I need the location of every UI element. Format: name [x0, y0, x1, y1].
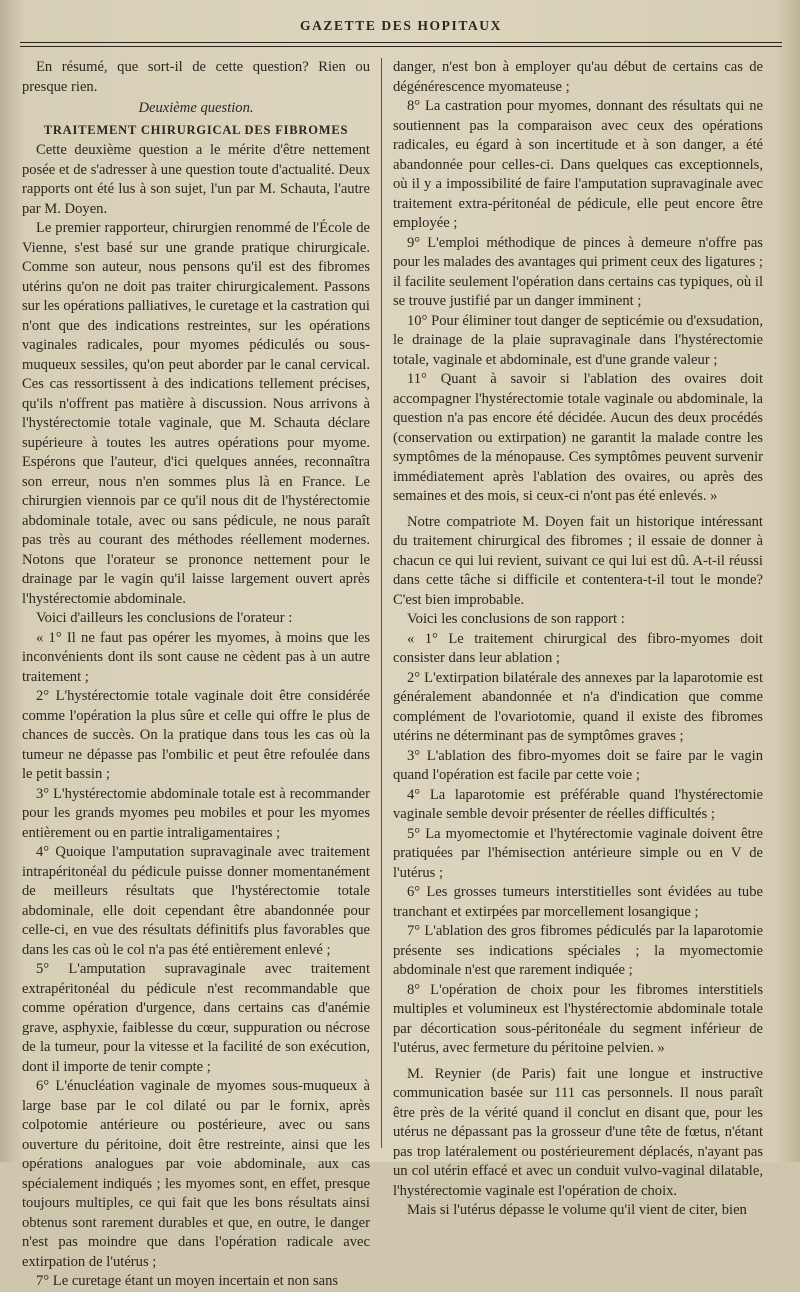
paragraph-continued: danger, n'est bon à employer qu'au début de certains cas de dégénérescence myomateuse ;	[393, 59, 763, 95]
conclusion-item: 2° L'extirpation bilatérale des annexes par la laparotomie est généralement abandonnée et n'a d'indication que comme complément de l'ovariotomie, quand il existe des fibromes utérins ne déterminant pas de symptômes graves ;	[393, 669, 763, 744]
conclusion-item: « 1° Il ne faut pas opérer les myomes, à moins que les inconvénients dont ils sont cause ne cèdent pas à un autre traitement ;	[22, 629, 370, 685]
conclusion-item: 10° Pour éliminer tout danger de septicémie ou d'exsudation, le drainage de la plaie supravaginale dans l'hystérectomie totale, vaginale et abdominale, est d'une grande valeur ;	[393, 312, 763, 368]
conclusion-item: 6° Les grosses tumeurs interstitielles sont évidées au tube tranchant et extirpées par morcellement losangique ;	[393, 884, 763, 920]
header-rule	[20, 42, 782, 43]
conclusion-item: « 1° Le traitement chirurgical des fibro-myomes doit consister dans leur ablation ;	[393, 630, 763, 666]
right-column	[393, 58, 763, 1218]
section-subtitle: Deuxième question.	[138, 100, 254, 116]
conclusion-item: 6° L'énucléation vaginale de myomes sous-muqueux à large base par le col dilaté ou par le fornix, après colpotomie antérieure ou postérieure, avec ou sans ouverture du péritoine, doit être restreinte, ainsi que les opérations analogues par voie abdominale, aux cas spécialement indiqués ; les myomes sont, en effet, presque toujours multiples, ce qui fait que les bons résultats ainsi obtenus sont rarement durables et que, en outre, le danger n'est pas moindre que dans l'opération radicale avec extirpation de l'utérus ;	[22, 1078, 370, 1270]
conclusion-item: 7° L'ablation des gros fibromes pédiculés par la laparotomie présente ses indications spéciales ; la myomectomie abdominale n'est que rarement indiquée ;	[393, 923, 763, 978]
paragraph: Notre compatriote M. Doyen fait un historique intéressant du traitement chirurgical des fibromes ; il essaie de donner à chacun ce qui lui revient, suivant ce qui lui est dû. A-t-il réussi dans cette tâche si difficile et contentera-t-il tout le monde? C'est bien improbable.	[393, 513, 763, 608]
conclusion-item: 4° Quoique l'amputation supravaginale avec traitement intrapéritonéal du pédicule puisse donner momentanément de meilleurs résultats que l'hystérectomie totale abdominale, elle doit cependant être abandonnée pour celle-ci, en vue des résultats définitifs plus favorables que dans les cas où le col n'a pas été entièrement enlevé ;	[22, 844, 370, 958]
conclusion-item: 4° La laparotomie est préférable quand l'hystérectomie vaginale semble devoir présenter de réelles difficultés ;	[393, 786, 763, 822]
paragraph: M. Reynier (de Paris) fait une longue et instructive communication basée sur 111 cas personnels. Il nous paraît être près de la vérité quand il conclut en disant que, pour les utérus ne dépassant pas la grosseur d'une tête de fœtus, n'étant pas trop latéralement ou postérieurement déplacés, n'ayant pas un col utérin effacé et avec un conduit vulvo-vaginal dilatable, l'hystérectomie vaginale est l'opération de choix.	[393, 1065, 763, 1199]
paragraph: Cette deuxième question a le mérite d'être nettement posée et de s'adresser à une question toute d'actualité. Deux rapports ont été lus à son sujet, l'un par M. Schauta, l'autre par M. Doyen.	[22, 142, 370, 217]
conclusion-item: 11° Quant à savoir si l'ablation des ovaires doit accompagner l'hystérectomie totale vaginale ou abdominale, la question n'a pas encore été décidée. Aucun des deux procédés (conservation ou extirpation) ne garantit la malade contre les symptômes de la ménopause. Ces symptômes peuvent survenir immédiatement après l'ablation des ovaires, ou après des semaines et des mois, si ceux-ci n'ont pas été enlevés. »	[393, 371, 763, 504]
paragraph: Le premier rapporteur, chirurgien renommé de l'École de Vienne, s'est basé sur une grande pratique chirurgicale. Comme son auteur, nous pensons qu'il est des fibromes utérins qu'on ne doit pas traiter chirurgicalement. Passons sur les opérations palliatives, le curetage et la castration qui n'ont que des indications restreintes, sur les opérations vaginales radicales, pour myomes pédiculés ou sous-muqueux sessiles, qu'on peut aborder par le canal cervical. Ces cas ressortissent à des indications tellement précises, qu'ils n'offrent pas matière à discussion. Nous arrivons à l'hystérectomie totale vaginale, que M. Schauta déclare supérieure à toutes les autres opérations pour myome. Espérons que l'auteur, d'ici quelques années, reconnaîtra son erreur, nous n'en sommes plus là en France. Le chirurgien viennois par ce qu'il nous dit de l'hystérectomie abdominale totale, avec ou sans pédicule, ne nous paraît pas très au courant des méthodes réellement modernes. Notons que l'orateur se prononce nettement pour le drainage par le vagin qu'il laisse largement ouvert après l'hystérectomie abdominale.	[22, 220, 370, 607]
paragraph: Voici d'ailleurs les conclusions de l'orateur :	[36, 610, 293, 626]
column-separator	[381, 58, 382, 1148]
section-heading: TRAITEMENT CHIRURGICAL DES FIBROMES	[43, 122, 349, 137]
left-column	[22, 58, 370, 1289]
conclusion-item: 2° L'hystérectomie totale vaginale doit être considérée comme l'opération la plus sûre et celle qui offre le plus de chances de succès. On la pratique dans tous les cas où la tumeur ne dépasse pas l'ombilic et peut être refoulée dans le petit bassin ;	[22, 688, 370, 782]
conclusion-item: 3° L'ablation des fibro-myomes doit se faire par le vagin quand l'opération est facile par cette voie ;	[393, 747, 763, 783]
page-title: GAZETTE DES HOPITAUX	[299, 18, 503, 33]
conclusion-item: 8° La castration pour myomes, donnant des résultats qui ne soutiennent pas la comparaison avec ceux des opérations radicales, eu égard à son incertitude et à son danger, a été abandonnée pour celles-ci. Dans quelques cas exceptionnels, où il y a impossibilité de faire l'amputation supravaginale avec traitement extra-péritonéal de pédicule, elle peut encore être employée ;	[393, 98, 763, 231]
paragraph: Voici les conclusions de son rapport :	[407, 611, 625, 627]
header-rule-thin	[20, 46, 782, 47]
conclusion-item: 3° L'hystérectomie abdominale totale est à recommander pour les grands myomes peu mobiles et pour les myomes entièrement ou en partie intraligamentaires ;	[22, 785, 370, 841]
paragraph: En résumé, que sort-il de cette question? Rien ou presque rien.	[22, 59, 370, 95]
conclusion-item: 5° La myomectomie et l'hytérectomie vaginale doivent être pratiquées par l'hémisection antérieure simple ou en V de l'utérus ;	[393, 825, 763, 881]
conclusion-item: 9° L'emploi méthodique de pinces à demeure n'offre pas pour les malades des avantages qui priment ceux des ligatures ; il facilite seulement l'opération dans certains cas typiques, où il se trouve justifié par un danger imminent ;	[393, 234, 763, 309]
conclusion-item: 8° L'opération de choix pour les fibromes interstitiels multiples et volumineux est l'hystérectomie abdominale totale par décortication sous-péritonéale du segment inférieur de l'utérus, avec fermeture du péritoine pelvien. »	[393, 981, 763, 1056]
page-header	[20, 14, 782, 54]
conclusion-item: 5° L'amputation supravaginale avec traitement extrapéritonéal du pédicule n'est recommandable que comme opération d'urgence, dans certains cas d'anémie grave, asphyxie, faiblesse du cœur, suppuration ou nécrose de la tumeur, pour la vitesse et la facilité de son exécution, dont il importe de tenir compte ;	[22, 961, 370, 1075]
conclusion-item: 7° Le curetage étant un moyen incertain et non sans	[36, 1273, 339, 1289]
paragraph: Mais si l'utérus dépasse le volume qu'il vient de citer, bien	[407, 1202, 747, 1218]
